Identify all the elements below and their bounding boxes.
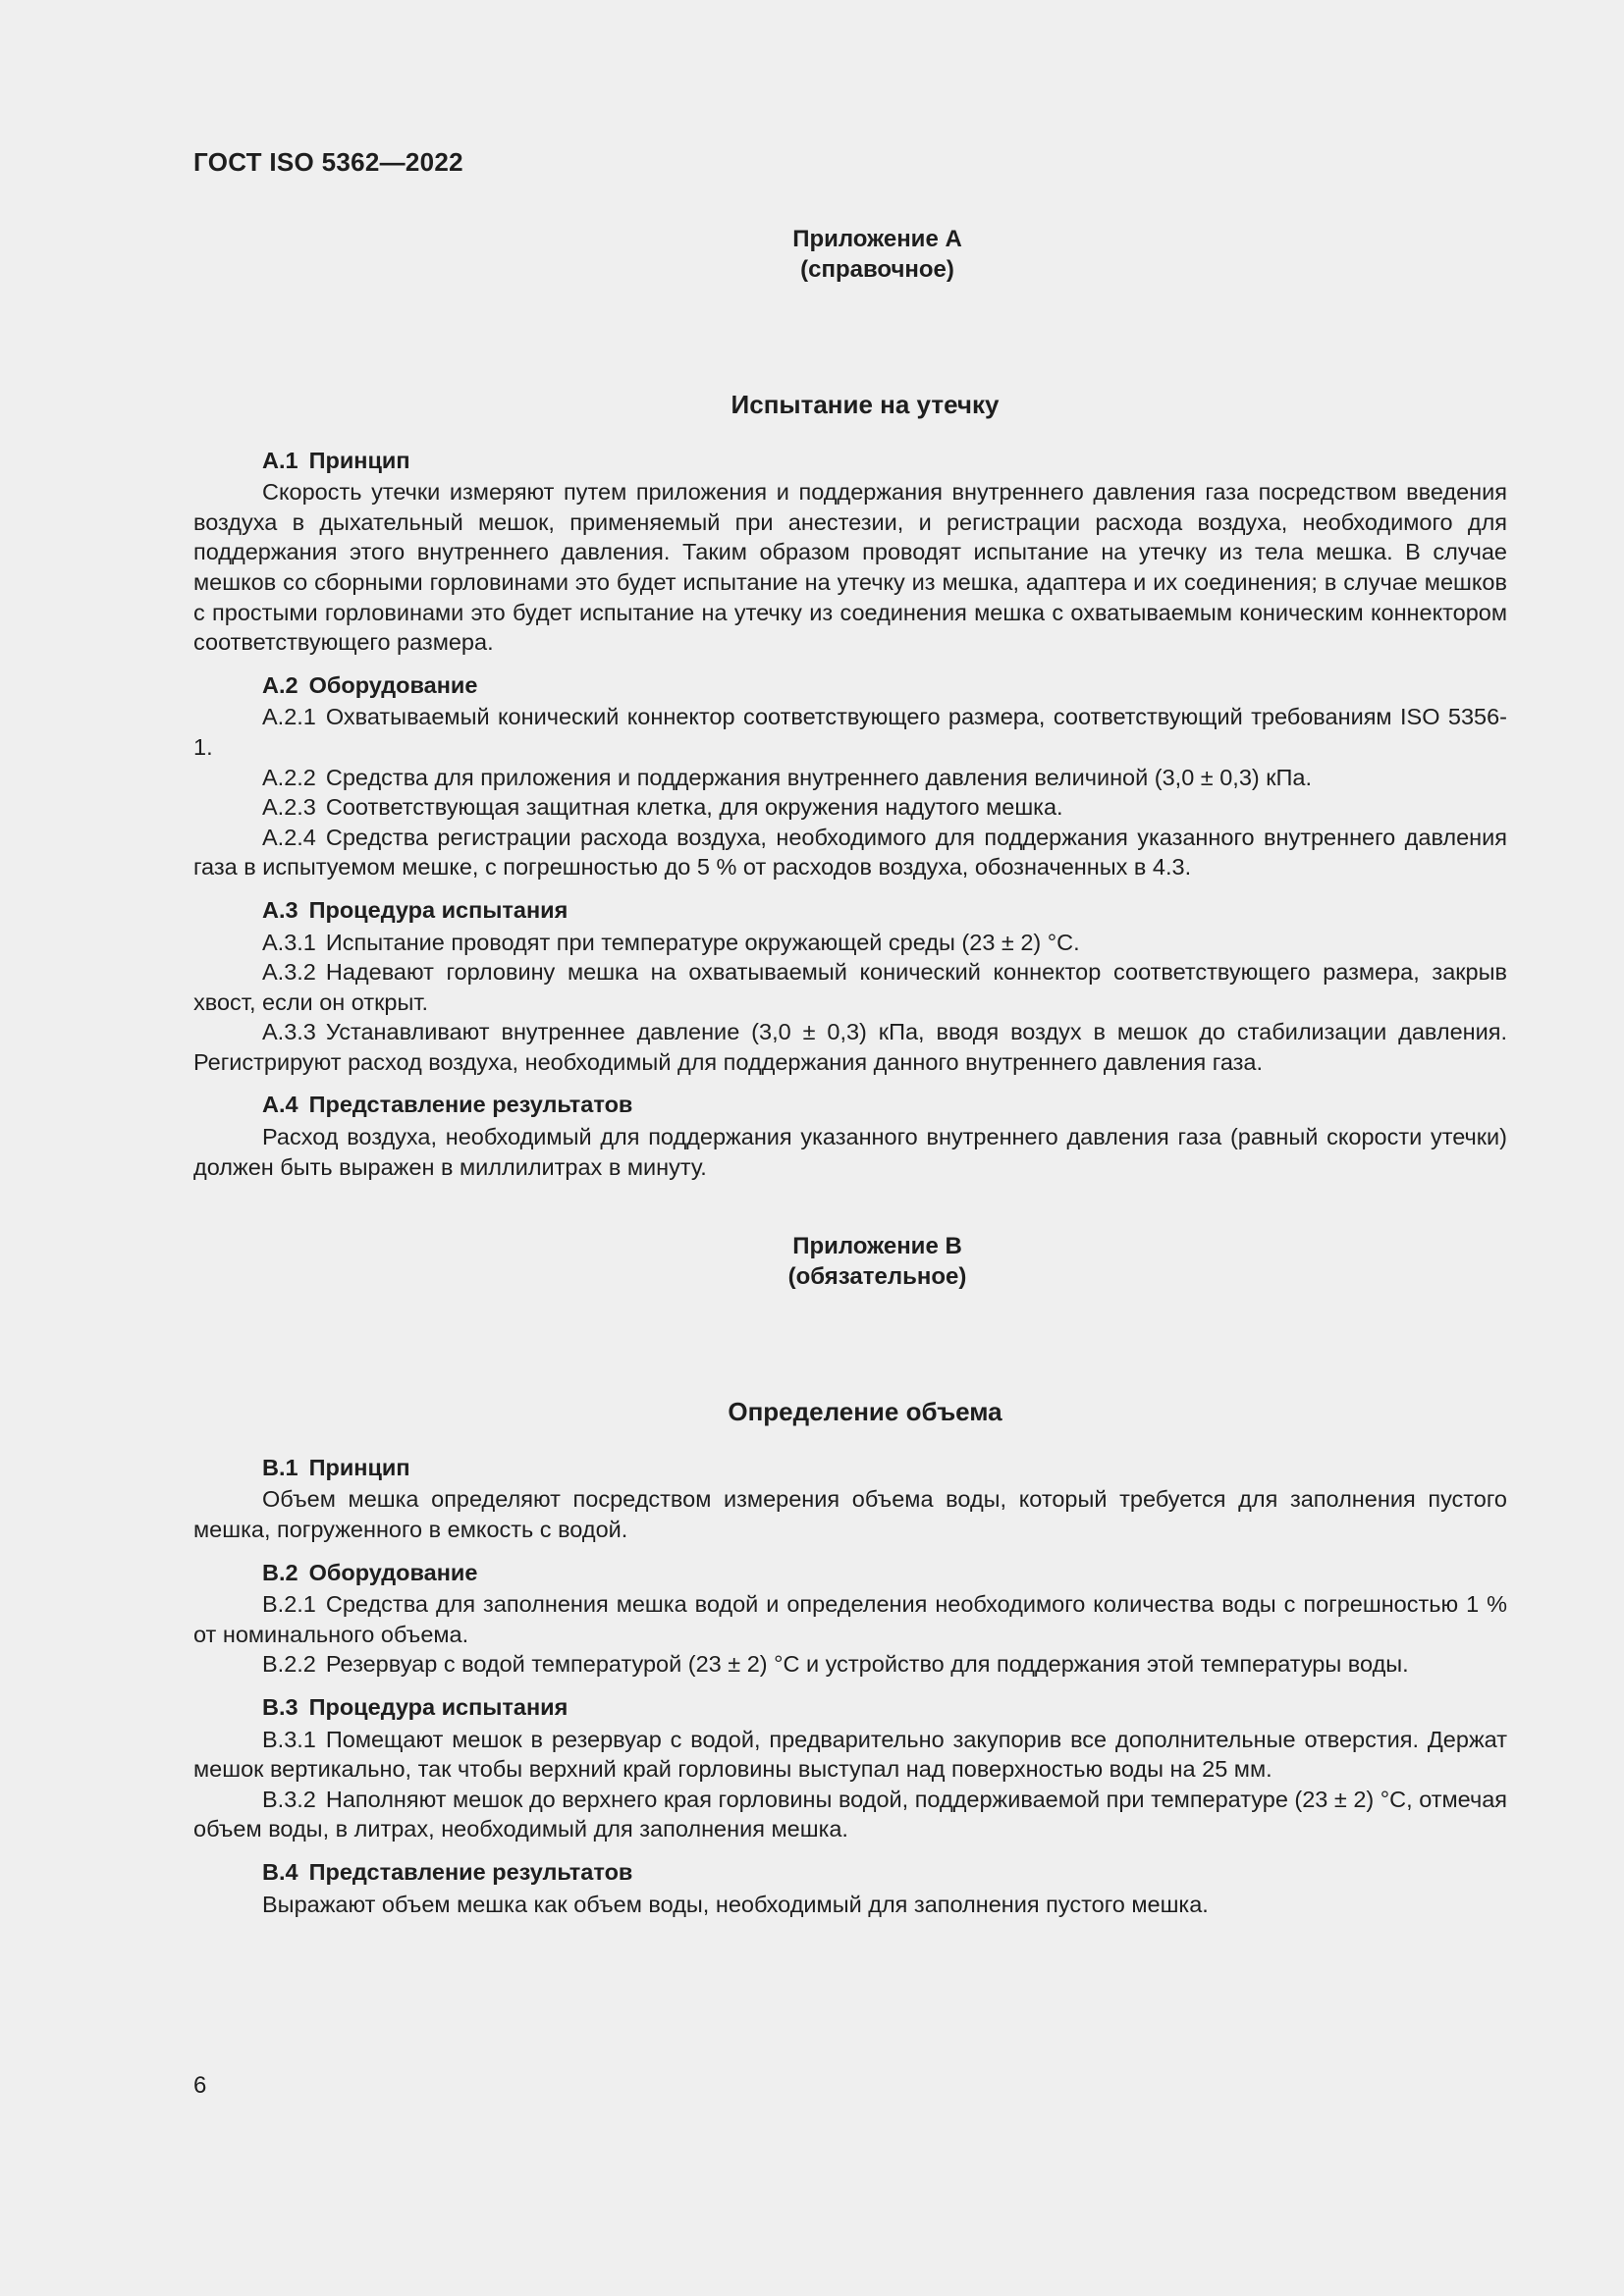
- annex-b-label: Приложение В: [792, 1233, 962, 1260]
- section-a1-title: А.1 Принцип: [262, 447, 410, 473]
- clause-a3-3: А.3.3 Устанавливают внутреннее давление (3,0 ± 0,3) кПа, вводя воздух в мешок до стабилизации давления. Регистрируют расход воздуха, необходимый для поддержания данного внутреннего давления газа.: [193, 1019, 1507, 1075]
- section-b1-para: Объем мешка определяют посредством измерения объема воды, который требуется для заполнения пустого мешка, погруженного в емкость с водой.: [193, 1486, 1507, 1543]
- clause-a3-1: А.3.1 Испытание проводят при температуре окружающей среды (23 ± 2) °С.: [262, 929, 1080, 955]
- document-code-header: ГОСТ ISO 5362—2022: [193, 147, 463, 177]
- clause-b3-1: В.3.1 Помещают мешок в резервуар с водой, предварительно закупорив все дополнительные отверстия. Держат мешок вертикально, так чтобы верхний край горловины выступал над поверхностью воды на 25 мм.: [193, 1726, 1507, 1783]
- section-a2-title: А.2 Оборудование: [262, 671, 478, 698]
- section-b2-title: В.2 Оборудование: [262, 1559, 478, 1585]
- section-a4-para: Расход воздуха, необходимый для поддержания указанного внутреннего давления газа (равный скорости утечки) должен быть выражен в миллилитрах в минуту.: [193, 1124, 1507, 1180]
- clause-a2-3: А.2.3 Соответствующая защитная клетка, для окружения надутого мешка.: [262, 794, 1063, 821]
- section-b1-title: В.1 Принцип: [262, 1454, 410, 1480]
- page-number: 6: [193, 2072, 207, 2099]
- clause-b3-2: В.3.2 Наполняют мешок до верхнего края горловины водой, поддерживаемой при температуре (23 ± 2) °С, отмечая объем воды, в литрах, необходимый для заполнения мешка.: [193, 1786, 1507, 1842]
- section-a1-para: Скорость утечки измеряют путем приложения и поддержания внутреннего давления газа посредством введения воздуха в дыхательный мешок, применяемый при анестезии, и регистрации расхода воздуха, необходимого для поддержания этого внутреннего давления. Таким образом проводят испытание на утечку из тела мешка. В случае мешков со сборными горловинами это будет испытание на утечку из мешка, адаптера и их соединения; в случае мешков с простыми горловинами это будет испытание на утечку из соединения мешка с охватываемым коническим коннектором соответствующего размера.: [193, 479, 1507, 656]
- clause-a2-2: А.2.2 Средства для приложения и поддержания внутреннего давления величиной (3,0 ± 0,3) кПа.: [262, 764, 1313, 790]
- annex-a-status: (справочное): [800, 256, 954, 283]
- annex-b-status: (обязательное): [787, 1263, 967, 1291]
- annex-a-label-block: [193, 224, 1507, 285]
- annex-b-label-block: [193, 1231, 1507, 1292]
- clause-a2-4: А.2.4 Средства регистрации расхода воздуха, необходимого для поддержания указанного внутреннего давления газа в испытуемом мешке, с погрешностью до 5 % от расходов воздуха, обозначенных в 4.3.: [193, 824, 1507, 881]
- annex-a-label: Приложение А: [792, 226, 962, 252]
- section-a3-title: А.3 Процедура испытания: [262, 896, 568, 923]
- section-a4-title: А.4 Представление результатов: [262, 1092, 633, 1118]
- annex-b-title: Определение объема: [728, 1397, 1002, 1427]
- section-b3-title: В.3 Процедура испытания: [262, 1694, 568, 1720]
- clause-a3-2: А.3.2 Надевают горловину мешка на охватываемый конический коннектор соответствующего размера, закрыв хвост, если он открыт.: [193, 959, 1507, 1015]
- section-b4-para: Выражают объем мешка как объем воды, необходимый для заполнения пустого мешка.: [262, 1891, 1209, 1917]
- annex-a-title: Испытание на утечку: [731, 390, 1000, 419]
- clause-b2-2: В.2.2 Резервуар с водой температурой (23 ± 2) °С и устройство для поддержания этой температуры воды.: [262, 1651, 1409, 1678]
- clause-a2-1: А.2.1 Охватываемый конический коннектор соответствующего размера, соответствующий требованиям ISO 5356-1.: [193, 704, 1507, 760]
- page-content: [193, 224, 1507, 1919]
- section-b4-title: В.4 Представление результатов: [262, 1858, 633, 1885]
- clause-b2-1: В.2.1 Средства для заполнения мешка водой и определения необходимого количества воды с погрешностью 1 % от номинального объема.: [193, 1591, 1507, 1647]
